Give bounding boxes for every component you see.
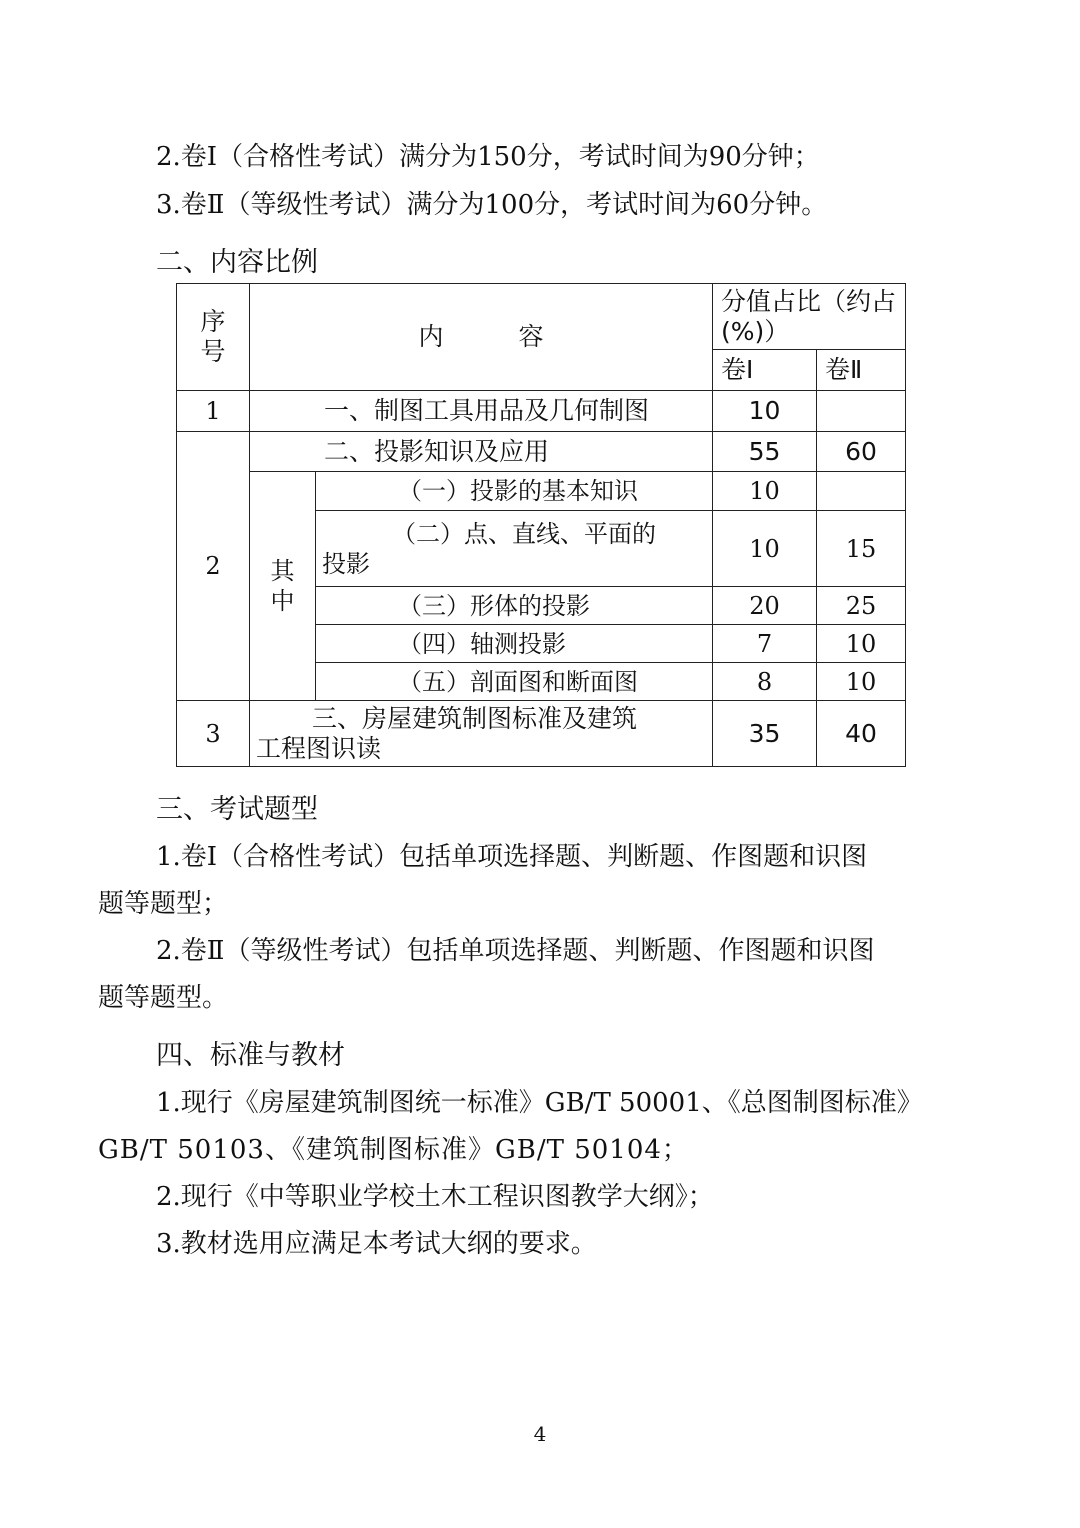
- sub2-content-line1: （二）点、直线、平面的: [392, 519, 656, 548]
- row2-sub-label: [250, 472, 316, 701]
- table-row: [177, 432, 906, 472]
- sub3-content: （三）形体的投影: [316, 587, 713, 625]
- sub1-paper2: [817, 472, 906, 511]
- page-number: 4: [533, 1422, 547, 1446]
- row3-paper1: 35: [713, 701, 817, 767]
- header-seq: 序号: [177, 284, 250, 391]
- header-paper1: 卷Ⅰ: [713, 350, 817, 391]
- sub3-paper1: 20: [713, 587, 817, 625]
- sub5-paper1: 8: [713, 663, 817, 701]
- content-ratio-table: [176, 283, 906, 767]
- header-paper2: 卷Ⅱ: [817, 350, 906, 391]
- sub3-paper2: 25: [817, 587, 906, 625]
- intro-line-1: 2.卷Ⅰ（合格性考试）满分为150分，考试时间为90分钟；: [156, 142, 820, 172]
- row2-seq: 2: [177, 432, 250, 701]
- section4-item2: 2.现行《中等职业学校土木工程识图教学大纲》；: [156, 1182, 714, 1212]
- sub2-content: [316, 511, 713, 587]
- row3-seq: 3: [177, 701, 250, 767]
- section4-item1-line1: 1.现行《房屋建筑制图统一标准》GB/T 50001、《总图制图标准》: [156, 1088, 923, 1118]
- row2-content: 二、投影知识及应用: [250, 432, 713, 472]
- section4-item1-line2: GB/T 50103、《建筑制图标准》GB/T 50104；: [98, 1135, 689, 1165]
- section4-item3: 3.教材选用应满足本考试大纲的要求。: [156, 1229, 597, 1259]
- sub1-paper1: 10: [713, 472, 817, 511]
- row1-paper2: [817, 391, 906, 432]
- sub4-content: （四）轴测投影: [316, 625, 713, 663]
- row2-sub-label-text: 其中: [270, 557, 295, 615]
- sub5-paper2: 10: [817, 663, 906, 701]
- section3-item1-line2: 题等题型；: [98, 889, 229, 919]
- row1-seq: 1: [177, 391, 250, 432]
- table-row: [177, 701, 906, 767]
- row3-content-line2: 工程图识读: [256, 733, 382, 763]
- sub5-content: （五）剖面图和断面图: [316, 663, 713, 701]
- sub1-content: （一）投影的基本知识: [316, 472, 713, 511]
- row3-content-line1: 三、房屋建筑制图标准及建筑: [312, 703, 638, 733]
- sub2-paper2: 15: [817, 511, 906, 587]
- row1-paper1: 10: [713, 391, 817, 432]
- row1-content: 一、制图工具用品及几何制图: [250, 391, 713, 432]
- row3-paper2: 40: [817, 701, 906, 767]
- row2-paper2: 60: [817, 432, 906, 472]
- section3-item1-line1: 1.卷Ⅰ（合格性考试）包括单项选择题、判断题、作图题和识图: [156, 842, 868, 872]
- intro-line-2: 3.卷Ⅱ（等级性考试）满分为100分，考试时间为60分钟。: [156, 190, 828, 220]
- row3-content: [250, 701, 713, 767]
- header-ratio: 分值占比（约占(%)）: [713, 284, 906, 350]
- sub4-paper1: 7: [713, 625, 817, 663]
- sub4-paper2: 10: [817, 625, 906, 663]
- sub2-paper1: 10: [713, 511, 817, 587]
- section3-item2-line2: 题等题型。: [98, 983, 229, 1013]
- header-content: 内 容: [250, 284, 713, 391]
- sub2-content-line2: 投影: [322, 549, 370, 578]
- table-row: [177, 391, 906, 432]
- section4-heading: 四、标准与教材: [156, 1040, 345, 1071]
- row2-paper1: 55: [713, 432, 817, 472]
- section2-heading: 二、内容比例: [156, 247, 318, 278]
- section3-item2-line1: 2.卷Ⅱ（等级性考试）包括单项选择题、判断题、作图题和识图: [156, 936, 875, 966]
- table-row: [177, 472, 906, 511]
- section3-heading: 三、考试题型: [156, 794, 318, 825]
- table-header-row: [177, 284, 906, 350]
